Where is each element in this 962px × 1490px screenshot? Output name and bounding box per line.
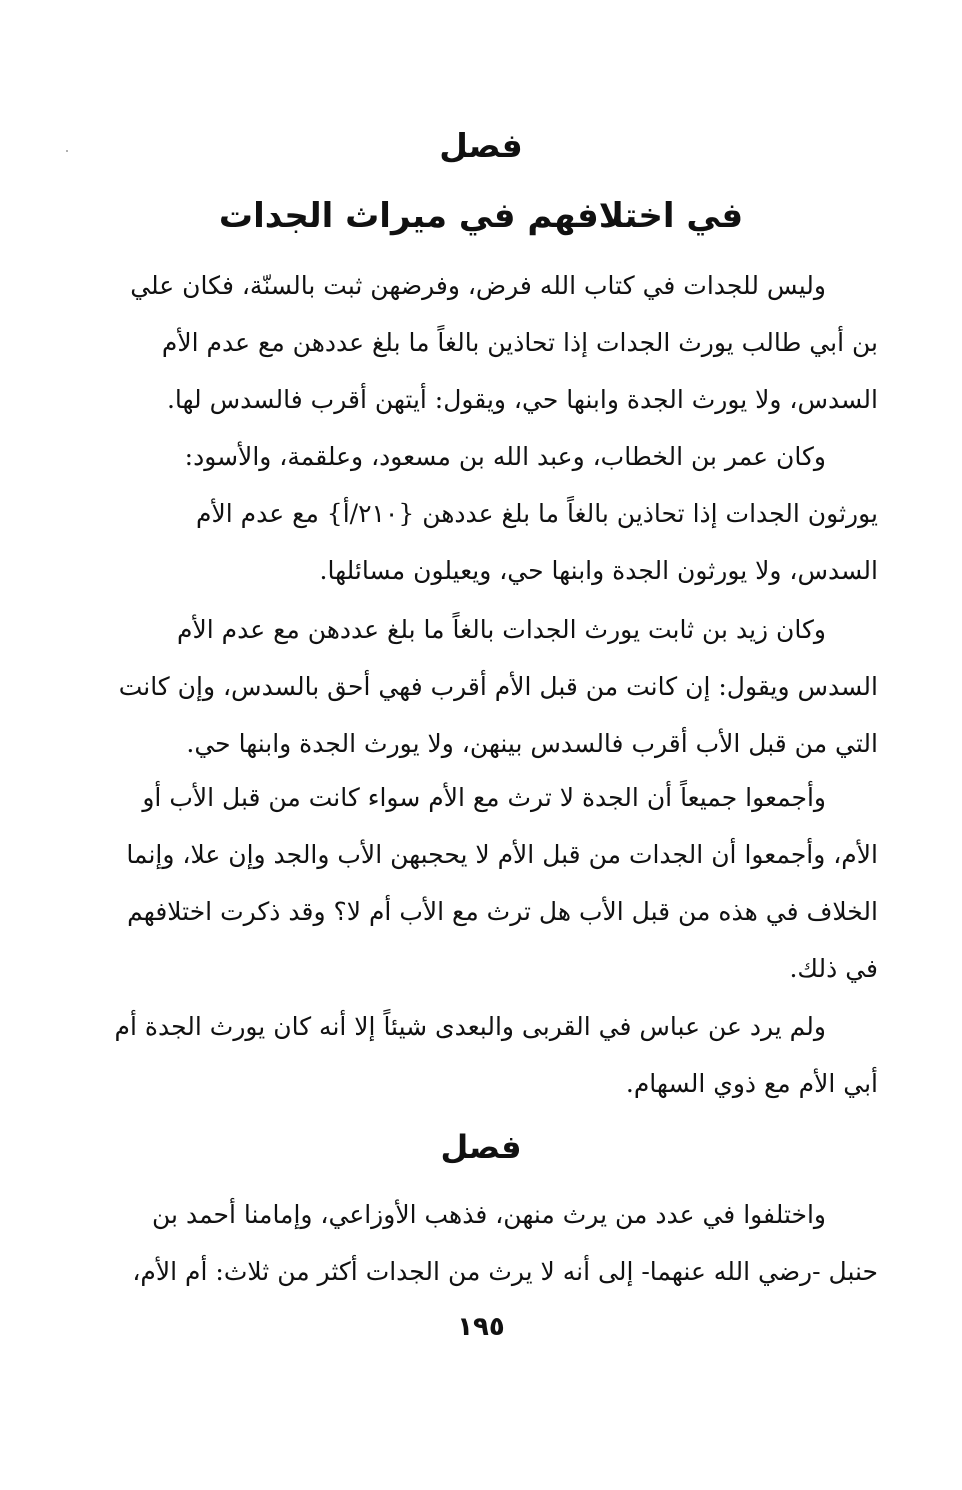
text-line: وليس للجدات في كتاب الله فرض، وفرضهن ثبت بالسنّة، فكان علي [130, 271, 826, 300]
paragraph [112, 428, 878, 599]
text-line: وكان عمر بن الخطاب، وعبد الله بن مسعود، وعلقمة، والأسود: [184, 442, 826, 471]
section-heading: فصل [439, 126, 523, 165]
text-line: الأم، وأجمعوا أن الجدات من قبل الأم لا يحجبهن الأب والجد وإن علا، وإنما [126, 840, 878, 869]
text-line: يورثون الجدات إذا تحاذين بالغاً ما بلغ عددهن {٢١٠/أ} مع عدم الأم [196, 499, 878, 528]
text-line: السدس ويقول: إن كانت من قبل الأم أقرب فهي أحق بالسدس، وإن كانت [118, 672, 878, 701]
text-line: أبي الأم مع ذوي السهام. [625, 1069, 878, 1098]
text-line: السدس، ولا يورث الجدة وابنها حي، ويقول: أيتهن أقرب فالسدس لها. [166, 385, 878, 414]
paragraph [112, 601, 878, 772]
text-line: واختلفوا في عدد من يرث منهن، فذهب الأوزاعي، وإمامنا أحمد بن [152, 1200, 826, 1229]
section-heading: فصل [440, 1128, 522, 1166]
text-line: في ذلك. [789, 954, 878, 983]
text-line: بن أبي طالب يورث الجدات إذا تحاذين بالغاً ما بلغ عددهن مع عدم الأم [161, 328, 878, 357]
text-line: الخلاف في هذه من قبل الأب هل ترث مع الأب أم لا؟ وقد ذكرت اختلافهم [127, 897, 878, 926]
text-line: ولم يرد عن عباس في القربى والبعدى شيئاً إلا أنه كان يورث الجدة أم [114, 1012, 826, 1041]
text-line: وأجمعوا جميعاً أن الجدة لا ترث مع الأم سواء كانت من قبل الأب أو [142, 783, 826, 812]
paragraph [112, 769, 878, 997]
page-number: ١٩٥ [457, 1312, 505, 1342]
paragraph [112, 257, 878, 428]
text-line: التي من قبل الأب أقرب فالسدس بينهن، ولا يورث الجدة وابنها حي. [186, 729, 878, 758]
paragraph [112, 998, 878, 1112]
paragraph [112, 1186, 878, 1300]
text-line: السدس، ولا يورثون الجدة وابنها حي، ويعيلون مسائلها. [319, 556, 878, 585]
text-line: حنبل -رضي الله عنهما- إلى أنه لا يرث من الجدات أكثر من ثلاث: أم الأم، [132, 1257, 878, 1286]
text-line: وكان زيد بن ثابت يورث الجدات بالغاً ما بلغ عددهن مع عدم الأم [176, 615, 826, 644]
section-subtitle: في اختلافهم في ميراث الجدات [218, 196, 744, 236]
